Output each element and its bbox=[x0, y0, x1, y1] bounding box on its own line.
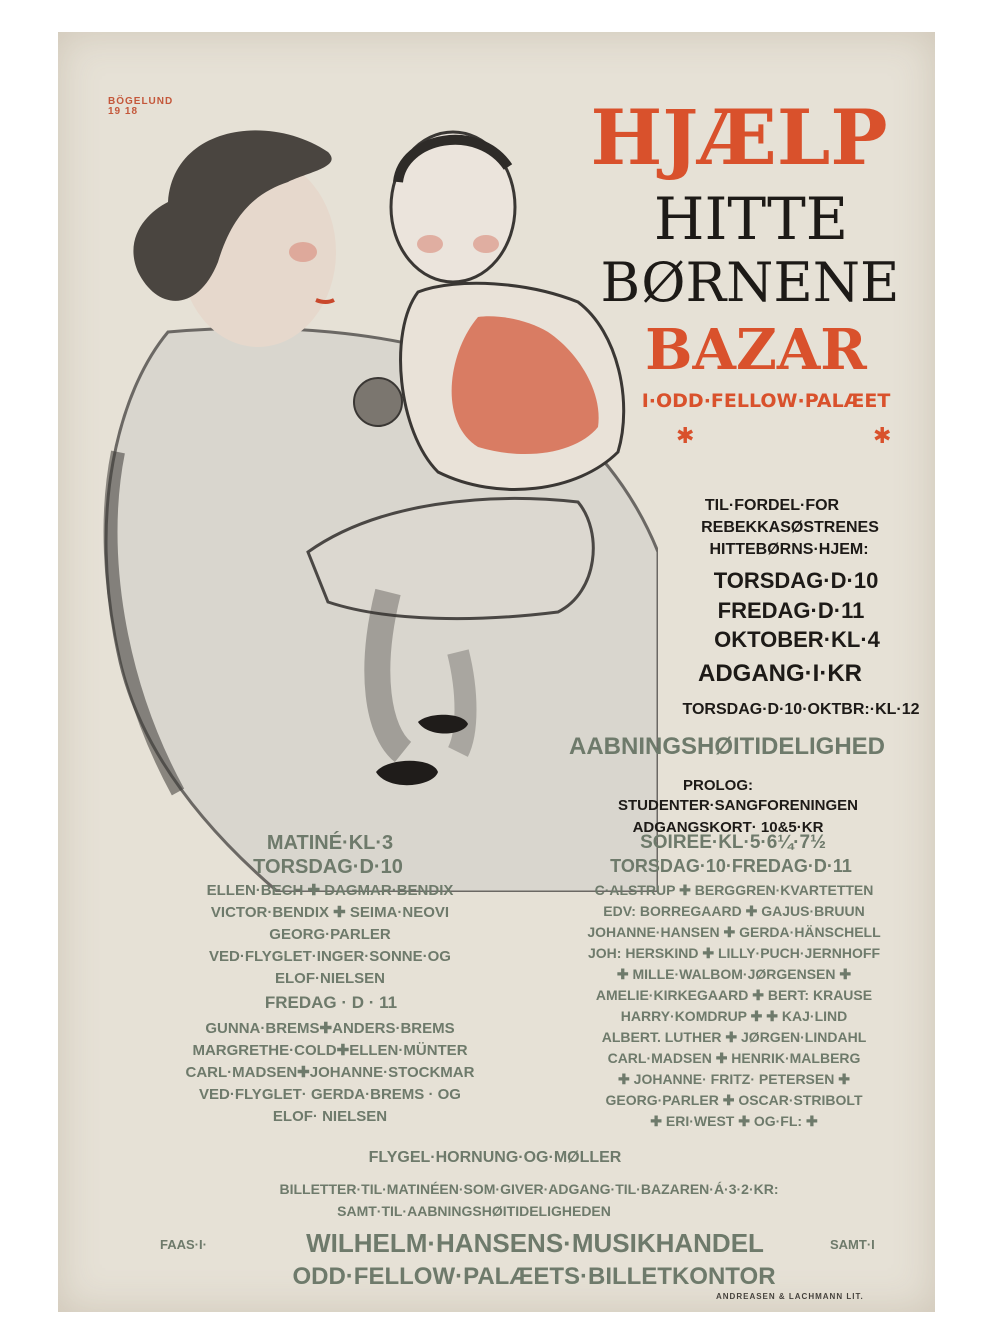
artist-signature: BÖGELUND 19 18 bbox=[108, 96, 174, 117]
soiree-line: ✚ MILLE·WALBOM·JØRGENSEN ✚ bbox=[616, 966, 852, 982]
soiree-line: JOH: HERSKIND ✚ LILLY·PUCH·JERNHOFF bbox=[587, 945, 881, 961]
ornament-left: ✱ bbox=[676, 423, 695, 448]
date-fredag: FREDAG·D·11 bbox=[717, 598, 865, 623]
title-bornene: BØRNENE bbox=[600, 251, 900, 314]
soiree-line: C·ALSTRUP ✚ BERGGREN·KVARTETTEN bbox=[594, 882, 874, 898]
soiree-days: TORSDAG·10·FREDAG·D·11 bbox=[610, 856, 852, 876]
footer-samt: SAMT·I bbox=[830, 1237, 875, 1252]
footer-faas: FAAS·I· bbox=[160, 1237, 207, 1252]
matinee-line: CARL·MADSEN✚JOHANNE·STOCKMAR bbox=[185, 1064, 475, 1081]
printer-credit: ANDREASEN & LACHMANN LIT. bbox=[716, 1292, 864, 1301]
matinee-title: MATINÉ·KL·3 bbox=[266, 832, 394, 854]
date-oktober: OKTOBER·KL·4 bbox=[714, 627, 880, 652]
ornament-right: ✱ bbox=[873, 423, 892, 448]
matinee-line: ELOF· NIELSEN bbox=[272, 1108, 388, 1125]
music-shop-name: WILHELM·HANSENS·MUSIKHANDEL bbox=[306, 1228, 764, 1258]
date-torsdag: TORSDAG·D·10 bbox=[713, 568, 879, 593]
matinee-line: GEORG·PARLER bbox=[269, 926, 391, 943]
venue-line: I·ODD·FELLOW·PALÆET bbox=[641, 390, 891, 412]
opening-time: TORSDAG·D·10·OKTBR:·KL·12 bbox=[682, 701, 920, 718]
matinee-line: VED·FLYGLET· GERDA·BREMS · OG bbox=[199, 1086, 461, 1103]
soiree-line: ✚ JOHANNE· FRITZ· PETERSEN ✚ bbox=[618, 1071, 850, 1087]
matinee-line: GUNNA·BREMS✚ANDERS·BREMS bbox=[205, 1020, 455, 1037]
ticket-office: ODD·FELLOW·PALÆETS·BILLETKONTOR bbox=[292, 1263, 776, 1290]
title-bazar: BAZAR bbox=[645, 317, 867, 383]
soiree-title: SOIREE·KL·5·6¼·7½ bbox=[640, 832, 826, 853]
intro-line-2: REBEKKASØSTRENES bbox=[701, 519, 879, 536]
intro-line-1: TIL·FORDEL·FOR bbox=[704, 497, 840, 514]
piano-credit: FLYGEL·HORNUNG·OG·MØLLER bbox=[368, 1149, 622, 1166]
matinee-line: MARGRETHE·COLD✚ELLEN·MÜNTER bbox=[192, 1042, 468, 1059]
soiree-line: AMELIE·KIRKEGAARD ✚ BERT: KRAUSE bbox=[595, 987, 873, 1003]
soiree-line: CARL·MADSEN ✚ HENRIK·MALBERG bbox=[607, 1050, 861, 1066]
baby-rattle bbox=[354, 378, 402, 426]
matinee-day-2: FREDAG · D · 11 bbox=[264, 993, 398, 1012]
matinee-line: VICTOR·BENDIX ✚ SEIMA·NEOVI bbox=[210, 904, 450, 921]
matinee-line: ELLEN·BECH ✚ DAGMAR·BENDIX bbox=[206, 882, 454, 899]
soiree-line: GEORG·PARLER ✚ OSCAR·STRIBOLT bbox=[605, 1092, 863, 1108]
title-hjaelp: HJÆLP bbox=[590, 93, 888, 182]
mother-and-child-illustration bbox=[58, 32, 658, 892]
poster bbox=[58, 32, 935, 1312]
title-hitte: HITTE bbox=[653, 185, 849, 253]
tickets-info-line-1: BILLETTER·TIL·MATINÉEN·SOM·GIVER·ADGANG·TIL·BAZAREN·Á·3·2·KR: bbox=[279, 1181, 779, 1197]
ticket-prices: ADGANGSKORT· 10&5·KR bbox=[632, 819, 824, 836]
soiree-line: ✚ ERI·WEST ✚ OG·FL: ✚ bbox=[650, 1113, 818, 1129]
matinee-line: VED·FLYGLET·INGER·SONNE·OG bbox=[209, 948, 451, 965]
matinee-line: ELOF·NIELSEN bbox=[274, 970, 386, 987]
opening-ceremony-title: AABNINGSHØITIDELIGHED bbox=[568, 733, 886, 760]
intro-line-3: HITTEBØRNS·HJEM: bbox=[709, 541, 869, 558]
soiree-line: JOHANNE·HANSEN ✚ GERDA·HÄNSCHELL bbox=[587, 924, 881, 940]
admission-price: ADGANG·I·KR bbox=[698, 660, 862, 687]
soiree-line: HARRY·KOMDRUP ✚ ✚ KAJ·LIND bbox=[620, 1008, 848, 1024]
soiree-line: ALBERT. LUTHER ✚ JØRGEN·LINDAHL bbox=[601, 1029, 867, 1045]
matinee-day-1: TORSDAG·D·10 bbox=[253, 856, 403, 878]
choir-name: STUDENTER·SANGFORENINGEN bbox=[617, 797, 859, 814]
tickets-info-line-2: SAMT·TIL·AABNINGSHØITIDELIGHEDEN bbox=[337, 1203, 611, 1219]
prolog-label: PROLOG: bbox=[683, 777, 753, 794]
soiree-line: EDV: BORREGAARD ✚ GAJUS·BRUUN bbox=[603, 903, 865, 919]
